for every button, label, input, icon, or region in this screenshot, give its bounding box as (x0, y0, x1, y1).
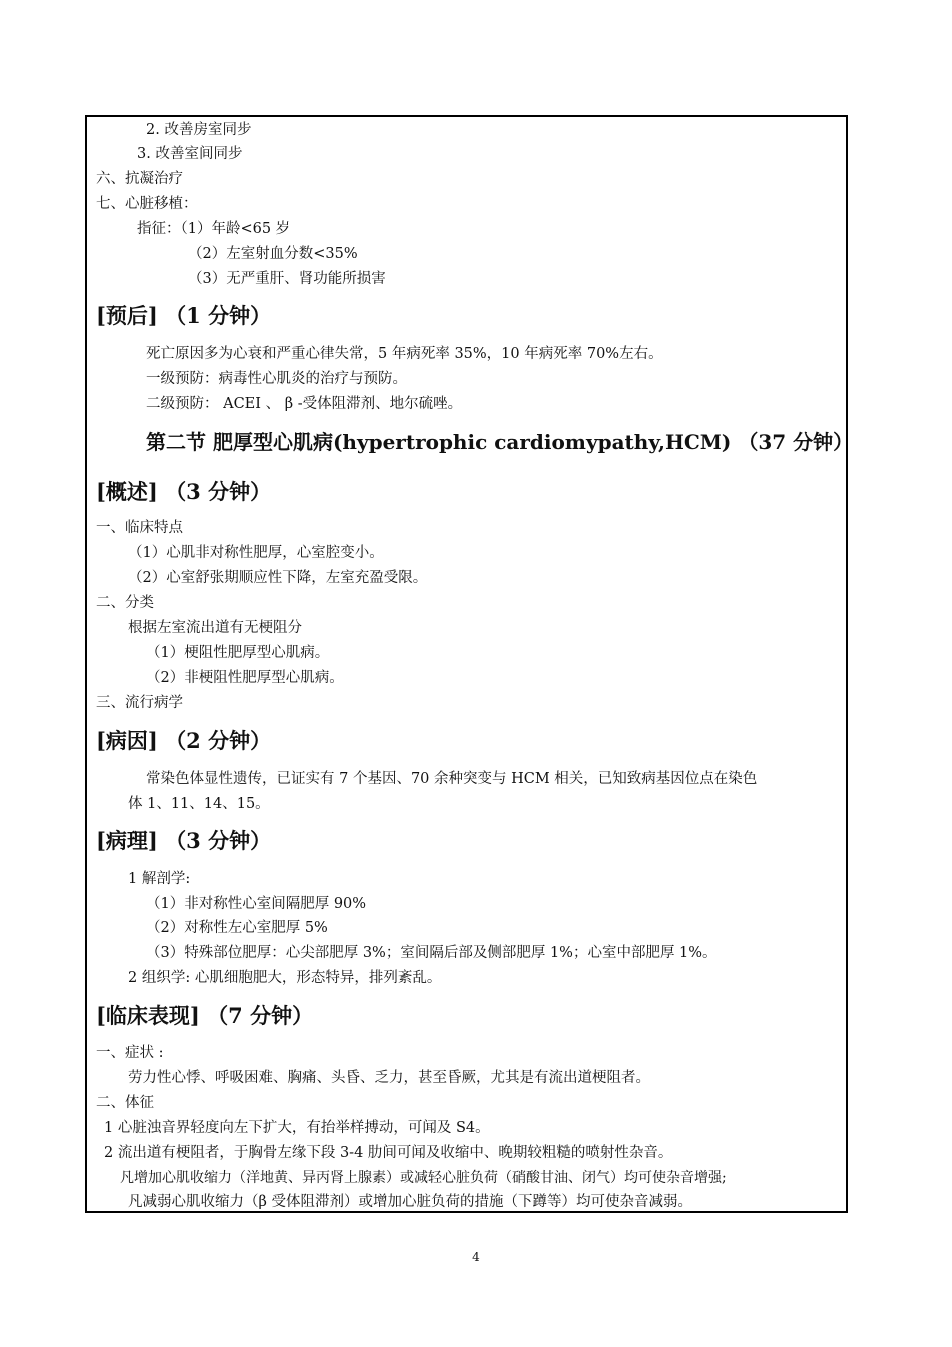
text-line: 七、心脏移植： (96, 196, 198, 212)
text-line: 根据左室流出道有无梗阻分 (128, 620, 302, 636)
text-line: 体 1、11、14、15。 (128, 796, 270, 812)
text-line: （3）无严重肝、肾功能所损害 (188, 271, 386, 287)
text-line: 二、分类 (96, 595, 154, 611)
text-line: 六、抗凝治疗 (96, 171, 183, 187)
text-line: 凡增加心肌收缩力（洋地黄、异丙肾上腺素）或减轻心脏负荷（硝酸甘油、闭气）均可使杂音增强; (120, 1170, 727, 1186)
text-line: 2 组织学: 心肌细胞肥大，形态特异，排列紊乱。 (128, 970, 442, 986)
text-line: 2. 改善房室同步 (146, 122, 252, 138)
text-line: 常染色体显性遗传，已证实有 7 个基因、70 余种突变与 HCM 相关，已知致病基因位点在染色 (146, 771, 758, 787)
text-line: （1）非对称性心室间隔肥厚 90% (146, 896, 367, 912)
heading-etiology: [病因] （2 分钟） (96, 728, 272, 753)
heading-pathology: [病理] （3 分钟） (96, 828, 272, 853)
text-line: 死亡原因多为心衰和严重心律失常，5 年病死率 35%，10 年病死率 70%左右。 (146, 346, 663, 362)
heading-clinical: [临床表现] （7 分钟） (96, 1003, 314, 1028)
text-line: 凡减弱心肌收缩力（β 受体阻滞剂）或增加心脏负荷的措施（下蹲等）均可使杂音减弱。 (128, 1194, 692, 1210)
text-line: （2）非梗阻性肥厚型心肌病。 (146, 670, 344, 686)
text-line: （2）左室射血分数<35% (188, 246, 358, 262)
text-line: 2 流出道有梗阻者，于胸骨左缘下段 3-4 肋间可闻及收缩中、晚期较粗糙的喷射性杂音。 (104, 1145, 673, 1161)
page-number: 4 (472, 1250, 480, 1264)
text-line: （2）心室舒张期顺应性下降，左室充盈受限。 (128, 570, 428, 586)
text-line: 劳力性心悸、呼吸困难、胸痛、头昏、乏力，甚至昏厥，尤其是有流出道梗阻者。 (128, 1070, 650, 1086)
text-line: （3）特殊部位肥厚：心尖部肥厚 3%；室间隔后部及侧部肥厚 1%；心室中部肥厚 1%。 (146, 945, 717, 961)
text-line: 三、流行病学 (96, 695, 183, 711)
text-line: 一级预防：病毒性心肌炎的治疗与预防。 (146, 371, 407, 387)
text-line: 1 心脏浊音界轻度向左下扩大，有抬举样搏动，可闻及 S4。 (104, 1120, 490, 1136)
text-line: 1 解剖学: (128, 871, 191, 887)
section-title: 第二节 肥厚型心肌病(hypertrophic cardiomypathy,HCM) （37 分钟） (146, 430, 854, 454)
text-line: （2）对称性左心室肥厚 5% (146, 920, 328, 936)
text-line: （1）梗阻性肥厚型心肌病。 (146, 645, 330, 661)
text-line: 一、临床特点 (96, 520, 183, 536)
text-line: （1）心肌非对称性肥厚，心室腔变小。 (128, 545, 384, 561)
heading-prognosis: [预后] （1 分钟） (96, 303, 272, 328)
text-line: 二、体征 (96, 1095, 154, 1111)
text-line: 指征：（1）年龄<65 岁 (137, 221, 291, 237)
text-line: 3. 改善室间同步 (137, 146, 243, 162)
text-line: 一、症状 : (96, 1045, 164, 1061)
text-line: 二级预防： ACEI 、 β -受体阻滞剂、地尔硫唑。 (146, 396, 463, 412)
heading-overview: [概述] （3 分钟） (96, 479, 272, 504)
